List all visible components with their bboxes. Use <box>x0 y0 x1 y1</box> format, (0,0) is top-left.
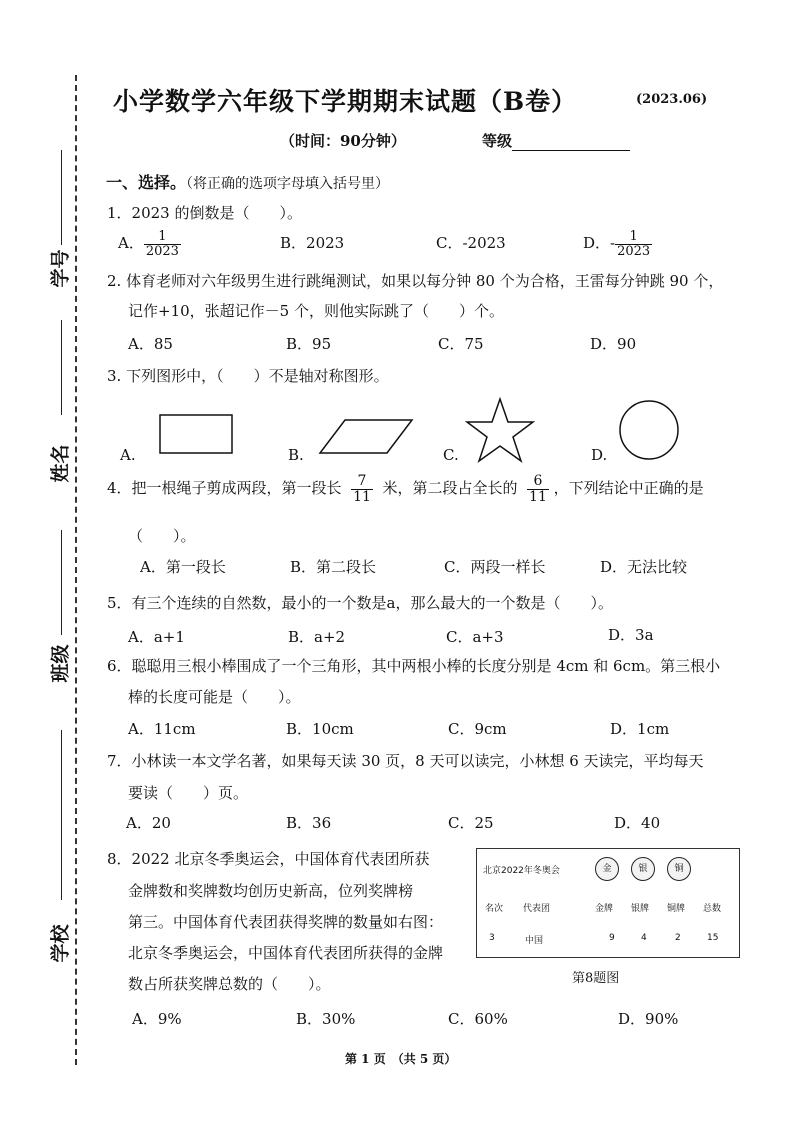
q8-line1: 8．2022 北京冬季奥运会，中国体育代表团所获 <box>107 850 430 868</box>
parallelogram-shape <box>320 420 412 453</box>
q1-option-a: A． $\frac{1}{2023}$ <box>118 229 179 259</box>
q8-option-c: C．60% <box>448 1010 508 1028</box>
q5-option-a: A．a+1 <box>128 628 185 646</box>
q2-option-d: D．90 <box>590 335 637 353</box>
exam-time: （时间：90分钟） <box>280 132 406 150</box>
student-id-label: 学号 <box>49 249 72 288</box>
q4-option-b: B．第二段长 <box>290 558 377 576</box>
q1-stem: 1．2023 的倒数是（ ）。 <box>107 204 302 222</box>
q3-option-a: A. <box>120 446 136 464</box>
q3-option-c: C. <box>443 446 459 464</box>
school-line <box>61 730 62 900</box>
star-shape <box>467 399 533 461</box>
q2-line2: 记作+10，张超记作－5 个，则他实际跳了（ ）个。 <box>128 302 504 320</box>
student-id-line <box>61 150 62 245</box>
q7-option-c: C．25 <box>448 814 494 832</box>
q1-option-b: B．2023 <box>280 234 345 252</box>
section-heading: 一、选择。（将正确的选项字母填入括号里） <box>106 173 390 192</box>
grade-field <box>482 130 630 151</box>
class-line <box>61 530 62 635</box>
q2-option-b: B．95 <box>286 335 332 353</box>
grade-blank[interactable] <box>512 134 630 151</box>
name-line <box>61 320 62 415</box>
q6-line1: 6．聪聪用三根小棒围成了一个三角形，其中两根小棒的长度分别是 4cm 和 6cm。第三根小 <box>107 657 721 675</box>
q6-option-a: A．11cm <box>128 720 196 738</box>
medal-table-title: 北京2022年冬奥会 <box>483 866 560 876</box>
q8-option-d: D．90% <box>618 1010 679 1028</box>
figure-caption: 第8题图 <box>572 971 620 986</box>
q3-option-d: D. <box>591 446 608 464</box>
q6-option-b: B．10cm <box>286 720 354 738</box>
q3-stem: 3. 下列图形中，（ ）不是轴对称图形。 <box>107 367 389 385</box>
q2-option-c: C．75 <box>438 335 484 353</box>
q4-option-a: A．第一段长 <box>140 558 226 576</box>
medal-table-figure: 北京2022年冬奥会 金 银 铜 名次 代表团 金牌 银牌 铜牌 总数 3 中国 9 4 2 15 <box>476 848 740 958</box>
q7-line2: 要读（ ）页。 <box>128 784 249 802</box>
q3-option-b: B. <box>288 446 304 464</box>
rectangle-shape <box>160 415 232 453</box>
q6-line2: 棒的长度可能是（ ）。 <box>128 688 301 706</box>
q4-line2: （ ）。 <box>128 527 196 545</box>
q8-option-a: A．9% <box>132 1010 182 1028</box>
page-number: 第 1 页 （共 5 页） <box>345 1052 457 1066</box>
exam-date: (2023.06) <box>636 92 708 107</box>
q2-option-a: A．85 <box>128 335 173 353</box>
q7-option-a: A．20 <box>126 814 171 832</box>
q7-line1: 7．小林读一本文学名著，如果每天读 30 页，8 天可以读完，小林想 6 天读完，平均每天 <box>107 752 704 770</box>
exam-title: 小学数学六年级下学期期末试题（B卷） <box>113 87 578 116</box>
q4-stem: 4．把一根绳子剪成两段，第一段长 $\frac{7}{11}$ 米，第二段占全长的 $\frac{6}{11}$ ，下列结论中正确的是 <box>107 473 704 505</box>
q1-option-d: D．- $\frac{1}{2023}$ <box>583 229 651 259</box>
school-label: 学校 <box>49 924 72 963</box>
q4-option-c: C．两段一样长 <box>444 558 546 576</box>
gold-medal-icon: 金 <box>595 857 619 881</box>
silver-medal-icon: 银 <box>631 857 655 881</box>
q3-shapes <box>150 395 710 470</box>
q5-option-d: D．3a <box>608 626 654 644</box>
bronze-medal-icon: 铜 <box>667 857 691 881</box>
q6-option-d: D．1cm <box>610 720 670 738</box>
circle-shape <box>620 401 678 459</box>
q8-line5: 数占所获奖牌总数的（ ）。 <box>128 975 331 993</box>
class-label: 班级 <box>49 644 72 683</box>
q8-line4: 北京冬季奥运会，中国体育代表团所获得的金牌 <box>128 944 444 962</box>
q5-option-c: C．a+3 <box>446 628 504 646</box>
q7-option-b: B．36 <box>286 814 332 832</box>
q8-line2: 金牌数和奖牌数均创历史新高，位列奖牌榜 <box>128 882 414 900</box>
q8-line3: 第三。中国体育代表团获得奖牌的数量如右图： <box>128 913 444 931</box>
grade-label: 等级 <box>482 132 513 150</box>
q5-stem: 5．有三个连续的自然数，最小的一个数是a，那么最大的一个数是（ ）。 <box>107 594 613 612</box>
q8-option-b: B．30% <box>296 1010 356 1028</box>
name-label: 姓名 <box>49 444 72 483</box>
q5-option-b: B．a+2 <box>288 628 346 646</box>
q4-option-d: D．无法比较 <box>600 558 688 576</box>
q2-line1: 2. 体育老师对六年级男生进行跳绳测试，如果以每分钟 80 个为合格，王雷每分钟跳 90 个， <box>107 272 724 290</box>
q1-option-c: C．-2023 <box>436 234 506 252</box>
q7-option-d: D．40 <box>614 814 661 832</box>
q6-option-c: C．9cm <box>448 720 507 738</box>
fold-dashed-line <box>75 75 77 1065</box>
